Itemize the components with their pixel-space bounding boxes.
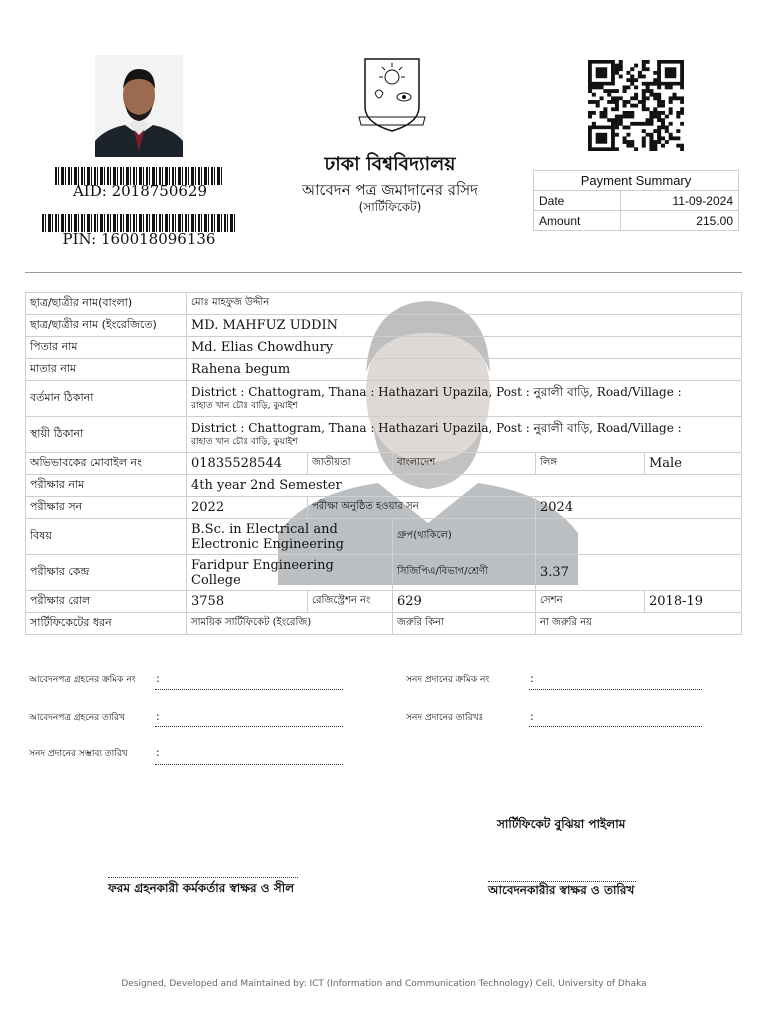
- present-address-line2: রাহাত খান চৌঃ বাড়ি, কুয়াইশ: [191, 400, 298, 411]
- nationality-value: বাংলাদেশ: [393, 453, 536, 475]
- session-value: 2018-19: [645, 591, 742, 613]
- applicant-sign-label: আবেদনকারীর স্বাক্ষর ও তারিখ: [488, 883, 635, 897]
- probable-date-label: সনদ প্রদানের সম্ভাব্য তারিখ: [29, 749, 128, 759]
- footer-credit: Designed, Developed and Maintained by: ICT (Information and Communication Technology) Cell, University of Dhaka: [121, 979, 647, 989]
- session-label: সেশন: [536, 591, 645, 613]
- present-address-line1: District : Chattogram, Thana : Hathazari Upazila, Post : নুরালী বাড়ি, Road/Village :: [191, 384, 682, 399]
- exam-year-value: 2022: [187, 497, 308, 519]
- app-serial-label: আবেদনপত্র গ্রহনের ক্রমিক নং: [29, 675, 136, 685]
- roll-label: পরীক্ষার রোল: [26, 591, 187, 613]
- gender-value: Male: [645, 453, 742, 475]
- name-bn-value: মোঃ মাহফুজ উদ্দীন: [187, 293, 742, 315]
- guardian-mobile-value: 01835528544: [187, 453, 308, 475]
- roll-value: 3758: [187, 591, 308, 613]
- app-date-line: [155, 725, 343, 727]
- date-label: Date: [534, 191, 621, 211]
- center-value-line2: College: [191, 572, 241, 588]
- group-label: গ্রুপ(থাকিলে): [393, 519, 536, 555]
- present-address-value: [187, 381, 742, 417]
- aid-number: AID: 2018750629: [72, 182, 208, 200]
- cgpa-value: 3.37: [536, 555, 742, 591]
- gender-label: লিঙ্গ: [536, 453, 645, 475]
- receipt-subtitle: (সার্টিফিকেট): [358, 200, 422, 214]
- date-value: 11-09-2024: [620, 191, 738, 211]
- exam-name-value: 4th year 2nd Semester: [187, 475, 742, 497]
- amount-value: 215.00: [620, 211, 738, 231]
- group-value: [536, 519, 742, 555]
- center-value-line1: Faridpur Engineering: [191, 557, 334, 573]
- payment-summary-title: Payment Summary: [534, 171, 739, 191]
- registration-value: 629: [393, 591, 536, 613]
- father-label: পিতার নাম: [26, 337, 187, 359]
- cert-type-value: সাময়িক সার্টিফিকেট (ইংরেজি): [187, 613, 393, 635]
- cert-serial-line: [529, 688, 702, 690]
- subject-value-line1: B.Sc. in Electrical and: [191, 521, 338, 537]
- qr-code: [588, 60, 684, 151]
- cert-date-colon: :: [530, 710, 534, 723]
- cert-type-label: সার্টিফিকেটের ধরন: [26, 613, 187, 635]
- app-date-label: আবেদনপত্র গ্রহনের তারিখ: [29, 713, 125, 723]
- permanent-address-line2: রাহাত খান চৌঃ বাড়ি, কুয়াইশ: [191, 436, 298, 447]
- nationality-label: জাতীয়তা: [308, 453, 393, 475]
- certificate-received-text: সার্টিফিকেট বুঝিয়া পাইলাম: [497, 817, 626, 831]
- probable-date-line: [155, 763, 343, 765]
- subject-label: বিষয়: [26, 519, 187, 555]
- payment-summary: [533, 170, 739, 231]
- center-label: পরীক্ষার কেন্দ্র: [26, 555, 187, 591]
- exam-year-label: পরীক্ষার সন: [26, 497, 187, 519]
- university-name: ঢাকা বিশ্ববিদ্যালয়: [324, 153, 456, 175]
- subject-value-line2: Electronic Engineering: [191, 536, 344, 552]
- mother-label: মাতার নাম: [26, 359, 187, 381]
- subject-value: [187, 519, 393, 555]
- center-value: [187, 555, 393, 591]
- amount-label: Amount: [534, 211, 621, 231]
- permanent-address-label: স্থায়ী ঠিকানা: [26, 417, 187, 453]
- receipt-title: আবেদন পত্র জমাদানের রসিদ: [301, 181, 479, 199]
- exam-held-value: 2024: [536, 497, 742, 519]
- cert-serial-label: সনদ প্রদানের ক্রমিক নং: [406, 675, 490, 685]
- mother-value: Rahena begum: [187, 359, 742, 381]
- name-en-value: MD. MAHFUZ UDDIN: [187, 315, 742, 337]
- officer-sign-label: ফরম গ্রহনকারী কর্মকর্তার স্বাক্ষর ও সীল: [108, 881, 295, 895]
- cert-date-label: সনদ প্রদানের তারিখঃ: [406, 713, 484, 723]
- present-address-label: বর্তমান ঠিকানা: [26, 381, 187, 417]
- cgpa-label: সিজিপিএ/বিভাগ/শ্রেণী: [393, 555, 536, 591]
- app-serial-colon: :: [156, 672, 160, 685]
- permanent-address-line1: District : Chattogram, Thana : Hathazari Upazila, Post : নুরালী বাড়ি, Road/Village :: [191, 420, 682, 435]
- pin-number: PIN: 160018096136: [62, 230, 216, 248]
- urgent-value: না জরুরি নয়: [536, 613, 742, 635]
- exam-name-label: পরীক্ষার নাম: [26, 475, 187, 497]
- app-date-colon: :: [156, 710, 160, 723]
- header-divider: [25, 272, 742, 273]
- student-photo: [95, 55, 183, 157]
- app-serial-line: [155, 688, 343, 690]
- university-logo: [357, 57, 427, 137]
- exam-held-label: পরীক্ষা অনুষ্ঠিত হওয়ার সন: [308, 497, 536, 519]
- father-value: Md. Elias Chowdhury: [187, 337, 742, 359]
- permanent-address-value: [187, 417, 742, 453]
- officer-sign-line: [108, 876, 298, 878]
- registration-label: রেজিস্ট্রেশন নং: [308, 591, 393, 613]
- student-info-table: [25, 292, 742, 635]
- probable-date-colon: :: [156, 746, 160, 759]
- cert-serial-colon: :: [530, 672, 534, 685]
- cert-date-line: [529, 725, 702, 727]
- guardian-mobile-label: অভিভাবকের মোবাইল নং: [26, 453, 187, 475]
- name-en-label: ছাত্র/ছাত্রীর নাম (ইংরেজিতে): [26, 315, 187, 337]
- urgent-label: জরুরি কিনা: [393, 613, 536, 635]
- name-bn-label: ছাত্র/ছাত্রীর নাম(বাংলা): [26, 293, 187, 315]
